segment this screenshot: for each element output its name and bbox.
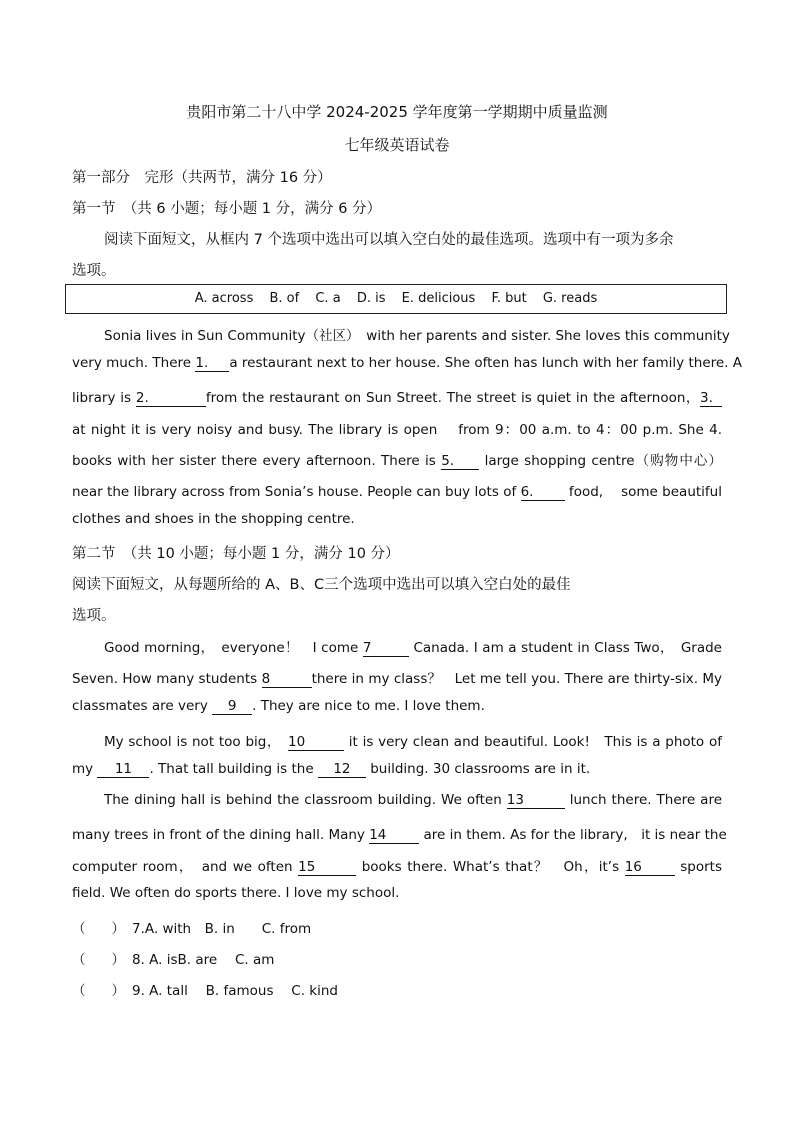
- blank-3: 3.: [700, 391, 722, 407]
- blank-12: 12: [318, 762, 366, 778]
- section1-heading: 第一节 （共 6 小题；每小题 1 分，满分 6 分）: [72, 201, 382, 217]
- blank-14: 14: [369, 828, 419, 844]
- passage1-line: Sonia lives in Sun Community（社区） with her parents and sister. She loves this community: [104, 328, 730, 344]
- section2-heading: 第二节 （共 10 小题；每小题 1 分，满分 10 分）: [72, 546, 400, 562]
- blank-6: 6.: [521, 485, 565, 501]
- passage1-line: near the library across from Sonia’s house. People can buy lots of 6. food, some beautiful: [72, 484, 722, 500]
- option-d: D. is: [356, 291, 386, 306]
- blank-2: 2.: [136, 391, 206, 407]
- part1-heading: 第一部分 完形（共两节，满分 16 分）: [72, 170, 332, 186]
- blank-7: 7: [363, 641, 409, 657]
- blank-16: 16: [625, 860, 675, 876]
- option-f: F. but: [491, 291, 527, 306]
- blank-15: 15: [298, 860, 356, 876]
- blank-1: 1.: [195, 356, 229, 372]
- exam-title: 贵阳市第二十八中学 2024-2025 学年度第一学期期中质量监测: [186, 103, 608, 121]
- option-c: C. a: [315, 291, 341, 306]
- section2-instruction: 阅读下面短文，从每题所给的 A、B、C三个选项中选出可以填入空白处的最佳: [72, 577, 571, 593]
- exam-subtitle: 七年级英语试卷: [344, 136, 450, 154]
- passage1-line: at night it is very noisy and busy. The library is open from 9：00 a.m. to 4：00 p.m. She 4.: [72, 422, 722, 438]
- passage2-line: Seven. How many students 8 there in my class？ Let me tell you. There are thirty-six. My: [72, 671, 723, 687]
- blank-8: 8: [262, 672, 312, 688]
- passage2-line: field. We often do sports there. I love my school.: [72, 885, 400, 901]
- blank-9: 9: [212, 699, 252, 715]
- passage2-line: classmates are very 9 . They are nice to me. I love them.: [72, 698, 485, 714]
- passage2-line: Good morning， everyone！ I come 7 Canada. I am a student in Class Two， Grade: [104, 640, 722, 656]
- section2-instruction-cont: 选项。: [72, 608, 116, 624]
- question-9: （ ） 9. A. tall B. famous C. kind: [72, 983, 338, 999]
- passage2-line: The dining hall is behind the classroom building. We often 13 lunch there. There are: [104, 792, 723, 808]
- passage1-line: clothes and shoes in the shopping centre.: [72, 511, 355, 527]
- options-box: [65, 284, 727, 314]
- section1-instruction: 阅读下面短文，从框内 7 个选项中选出可以填入空白处的最佳选项。选项中有一项为多余: [104, 232, 674, 248]
- question-8: （ ） 8. A. isB. are C. am: [72, 952, 275, 968]
- passage2-line: many trees in front of the dining hall. Many 14 are in them. As for the library, it is near the: [72, 827, 727, 843]
- option-b: B. of: [269, 291, 300, 306]
- blank-13: 13: [507, 793, 565, 809]
- passage2-line: My school is not too big， 10 it is very clean and beautiful. Look! This is a photo of: [104, 734, 722, 750]
- passage1-line: library is 2. from the restaurant on Sun Street. The street is quiet in the afternoon，3.: [72, 386, 722, 407]
- option-a: A. across: [194, 291, 254, 306]
- passage1-line: books with her sister there every afternoon. There is 5. large shopping centre（购物中心）: [72, 453, 722, 469]
- option-g: G. reads: [542, 291, 598, 306]
- blank-11: 11: [97, 762, 149, 778]
- passage2-line: my 11 . That tall building is the 12 building. 30 classrooms are in it.: [72, 761, 591, 777]
- passage1-line: very much. There 1. a restaurant next to her house. She often has lunch with her family there. A: [72, 355, 742, 371]
- option-e: E. delicious: [401, 291, 476, 306]
- passage2-line: computer room， and we often 15 books there. What’s that？ Oh，it’s 16 sports: [72, 859, 723, 875]
- question-7: （ ） 7.A. with B. in C. from: [72, 921, 312, 937]
- section1-instruction-cont: 选项。: [72, 263, 116, 279]
- blank-10: 10: [288, 735, 344, 751]
- blank-5: 5.: [441, 454, 479, 470]
